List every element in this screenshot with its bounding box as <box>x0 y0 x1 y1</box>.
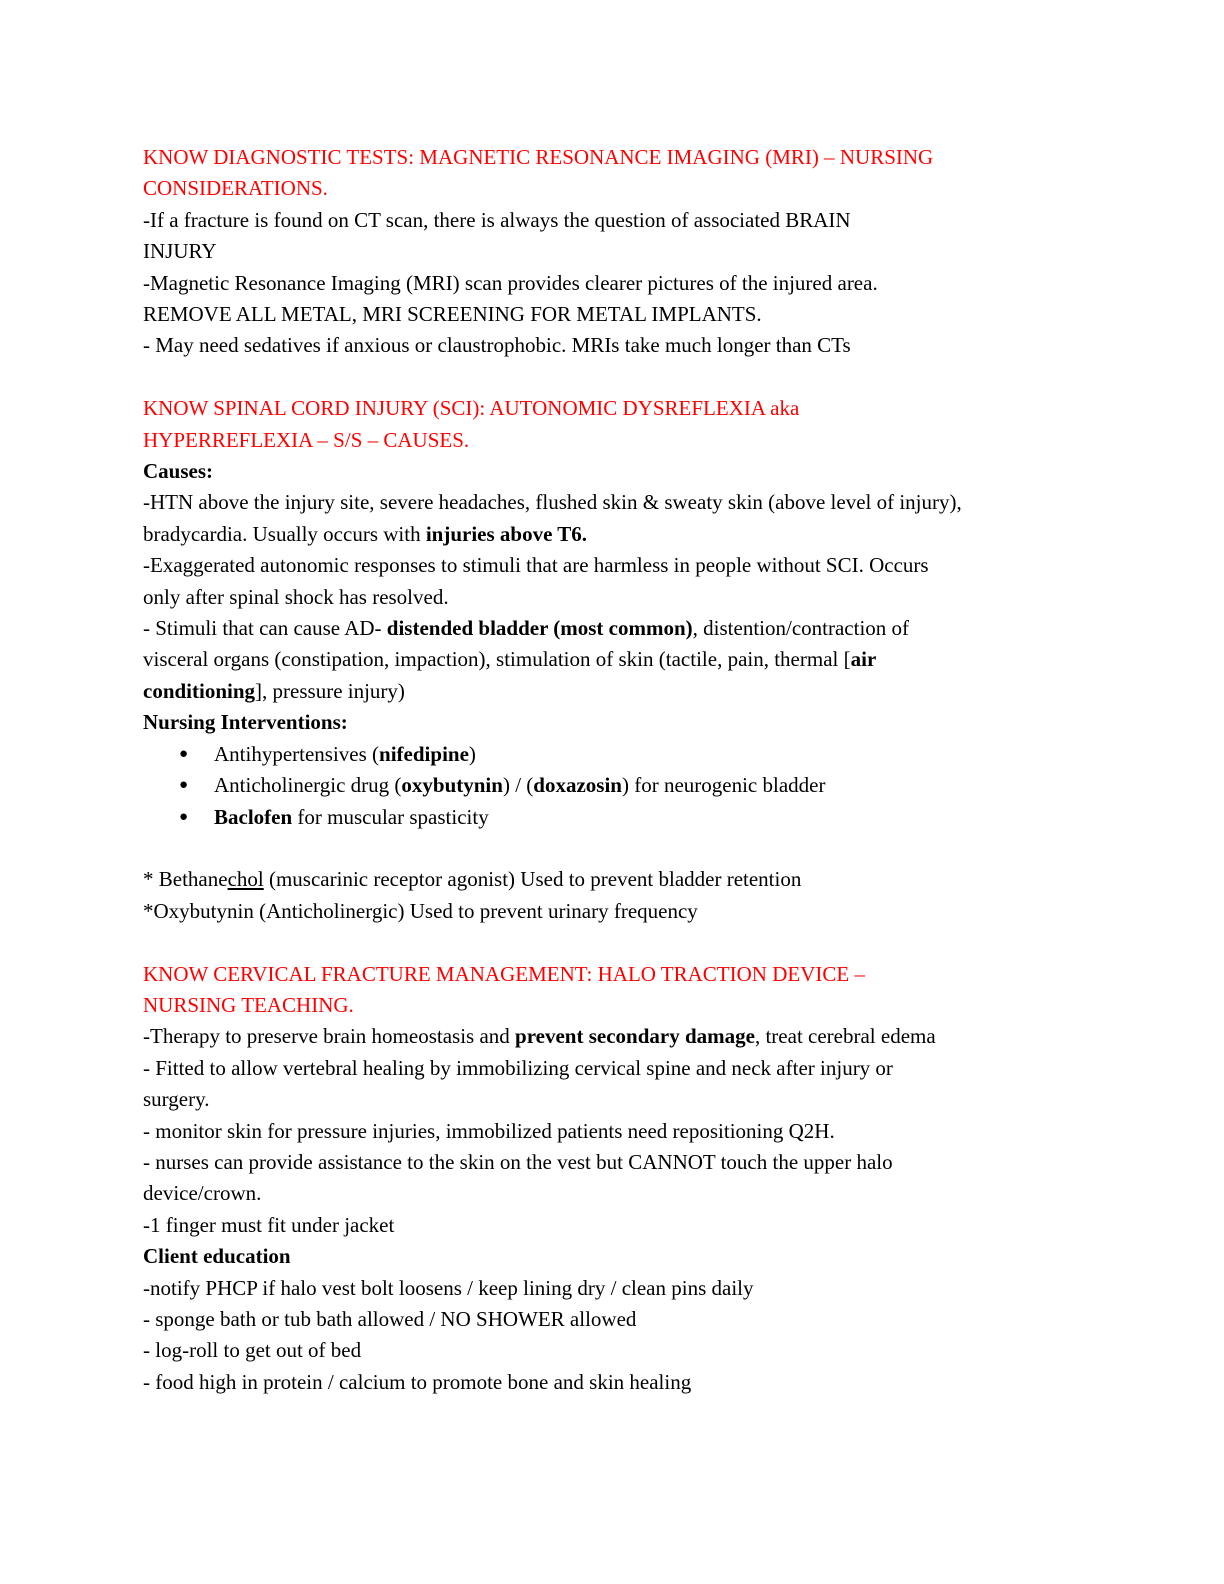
heading-line: NURSING TEACHING. <box>143 992 354 1017</box>
text-line: -HTN above the injury site, severe headaches, flushed skin & sweaty skin (above level of injury), <box>143 490 962 515</box>
note-line: *Oxybutynin (Anticholinergic) Used to prevent urinary frequency <box>143 898 698 923</box>
text-line <box>143 1021 1083 1052</box>
text-run: Anticholinergic drug ( <box>214 773 402 798</box>
bold-text: injuries above T6. <box>425 521 588 546</box>
section-heading-mri <box>143 142 1083 173</box>
bold-text: doxazosin <box>533 773 622 798</box>
spacer <box>143 927 1083 958</box>
bold-text: Baclofen <box>214 804 293 829</box>
text-line: - May need sedatives if anxious or claustrophobic. MRIs take much longer than CTs <box>143 333 851 358</box>
bold-text: prevent secondary damage <box>515 1024 755 1049</box>
text-run: visceral organs (constipation, impaction), stimulation of skin (tactile, pain, thermal [ <box>143 647 851 672</box>
document-body <box>143 142 1083 1398</box>
text-run: bradycardia. Usually occurs with <box>143 521 426 546</box>
section-heading-halo-cont <box>143 990 1083 1021</box>
causes-label <box>143 456 1083 487</box>
text-line: - Fitted to allow vertebral healing by immobilizing cervical spine and neck after injury or <box>143 1055 893 1080</box>
list-item <box>143 802 1083 833</box>
heading-line: KNOW DIAGNOSTIC TESTS: MAGNETIC RESONANCE IMAGING (MRI) – NURSING <box>143 145 934 169</box>
text-line: REMOVE ALL METAL, MRI SCREENING FOR METAL IMPLANTS. <box>143 302 762 327</box>
text-line: - log-roll to get out of bed <box>143 1338 362 1363</box>
text-run: ) / ( <box>502 773 534 798</box>
interventions-label <box>143 707 1083 738</box>
section-heading-sci-cont <box>143 425 1083 456</box>
text-run: ], pressure injury) <box>255 678 405 703</box>
bold-text: nifedipine <box>379 741 469 766</box>
text-line <box>143 613 1083 644</box>
bold-text: oxybutynin <box>401 773 503 798</box>
spacer <box>143 362 1083 393</box>
text-line: - food high in protein / calcium to promote bone and skin healing <box>143 1369 692 1394</box>
list-item <box>143 739 1083 770</box>
section-heading-sci <box>143 393 1083 424</box>
text-line: -1 finger must fit under jacket <box>143 1212 395 1237</box>
text-run: for muscular spasticity <box>292 804 489 829</box>
list-item <box>143 770 1083 801</box>
text-line: only after spinal shock has resolved. <box>143 584 449 609</box>
text-run: ) for neurogenic bladder <box>621 773 826 798</box>
text-line: -notify PHCP if halo vest bolt loosens / keep lining dry / clean pins daily <box>143 1275 754 1300</box>
text-line: - nurses can provide assistance to the skin on the vest but CANNOT touch the upper halo <box>143 1149 893 1174</box>
section-heading-mri-cont <box>143 173 1083 204</box>
underlined-text: chol <box>227 867 264 892</box>
text-line: - monitor skin for pressure injuries, immobilized patients need repositioning Q2H. <box>143 1118 835 1143</box>
text-line <box>143 676 1083 707</box>
bold-text: Nursing Interventions: <box>143 710 348 735</box>
text-run: , distention/contraction of <box>692 616 910 641</box>
text-run: * Bethane <box>143 867 228 892</box>
text-run: (muscarinic receptor agonist) Used to prevent bladder retention <box>263 867 802 892</box>
client-education-label <box>143 1241 1083 1272</box>
section-heading-halo <box>143 959 1083 990</box>
interventions-list <box>143 739 1083 833</box>
bold-text: distended bladder (most common) <box>386 616 693 641</box>
text-run: , treat cerebral edema <box>754 1024 936 1049</box>
text-run: ) <box>468 741 476 766</box>
bold-text: air <box>850 647 877 672</box>
heading-line: CONSIDERATIONS. <box>143 176 328 201</box>
text-run: - Stimuli that can cause AD- <box>143 616 387 641</box>
text-run: -Therapy to preserve brain homeostasis and <box>143 1024 516 1049</box>
spacer <box>143 833 1083 864</box>
text-line: device/crown. <box>143 1181 262 1206</box>
text-line <box>143 519 1083 550</box>
text-line <box>143 644 1083 675</box>
note-line <box>143 864 1083 895</box>
heading-line: KNOW CERVICAL FRACTURE MANAGEMENT: HALO TRACTION DEVICE – <box>143 961 865 986</box>
text-line: - sponge bath or tub bath allowed / NO SHOWER allowed <box>143 1306 637 1331</box>
bold-text: Causes: <box>143 459 214 484</box>
bold-text: conditioning <box>143 678 256 703</box>
text-line: -Magnetic Resonance Imaging (MRI) scan provides clearer pictures of the injured area. <box>143 270 878 295</box>
heading-line: HYPERREFLEXIA – S/S – CAUSES. <box>143 427 470 452</box>
bold-text: Client education <box>143 1244 291 1269</box>
text-run: Antihypertensives ( <box>214 741 380 766</box>
text-line: -If a fracture is found on CT scan, there is always the question of associated BRAIN <box>143 207 851 232</box>
text-line: -Exaggerated autonomic responses to stimuli that are harmless in people without SCI. Occurs <box>143 553 929 578</box>
heading-line: KNOW SPINAL CORD INJURY (SCI): AUTONOMIC DYSREFLEXIA aka <box>143 396 800 421</box>
text-line: surgery. <box>143 1087 210 1112</box>
text-line: INJURY <box>143 239 217 264</box>
